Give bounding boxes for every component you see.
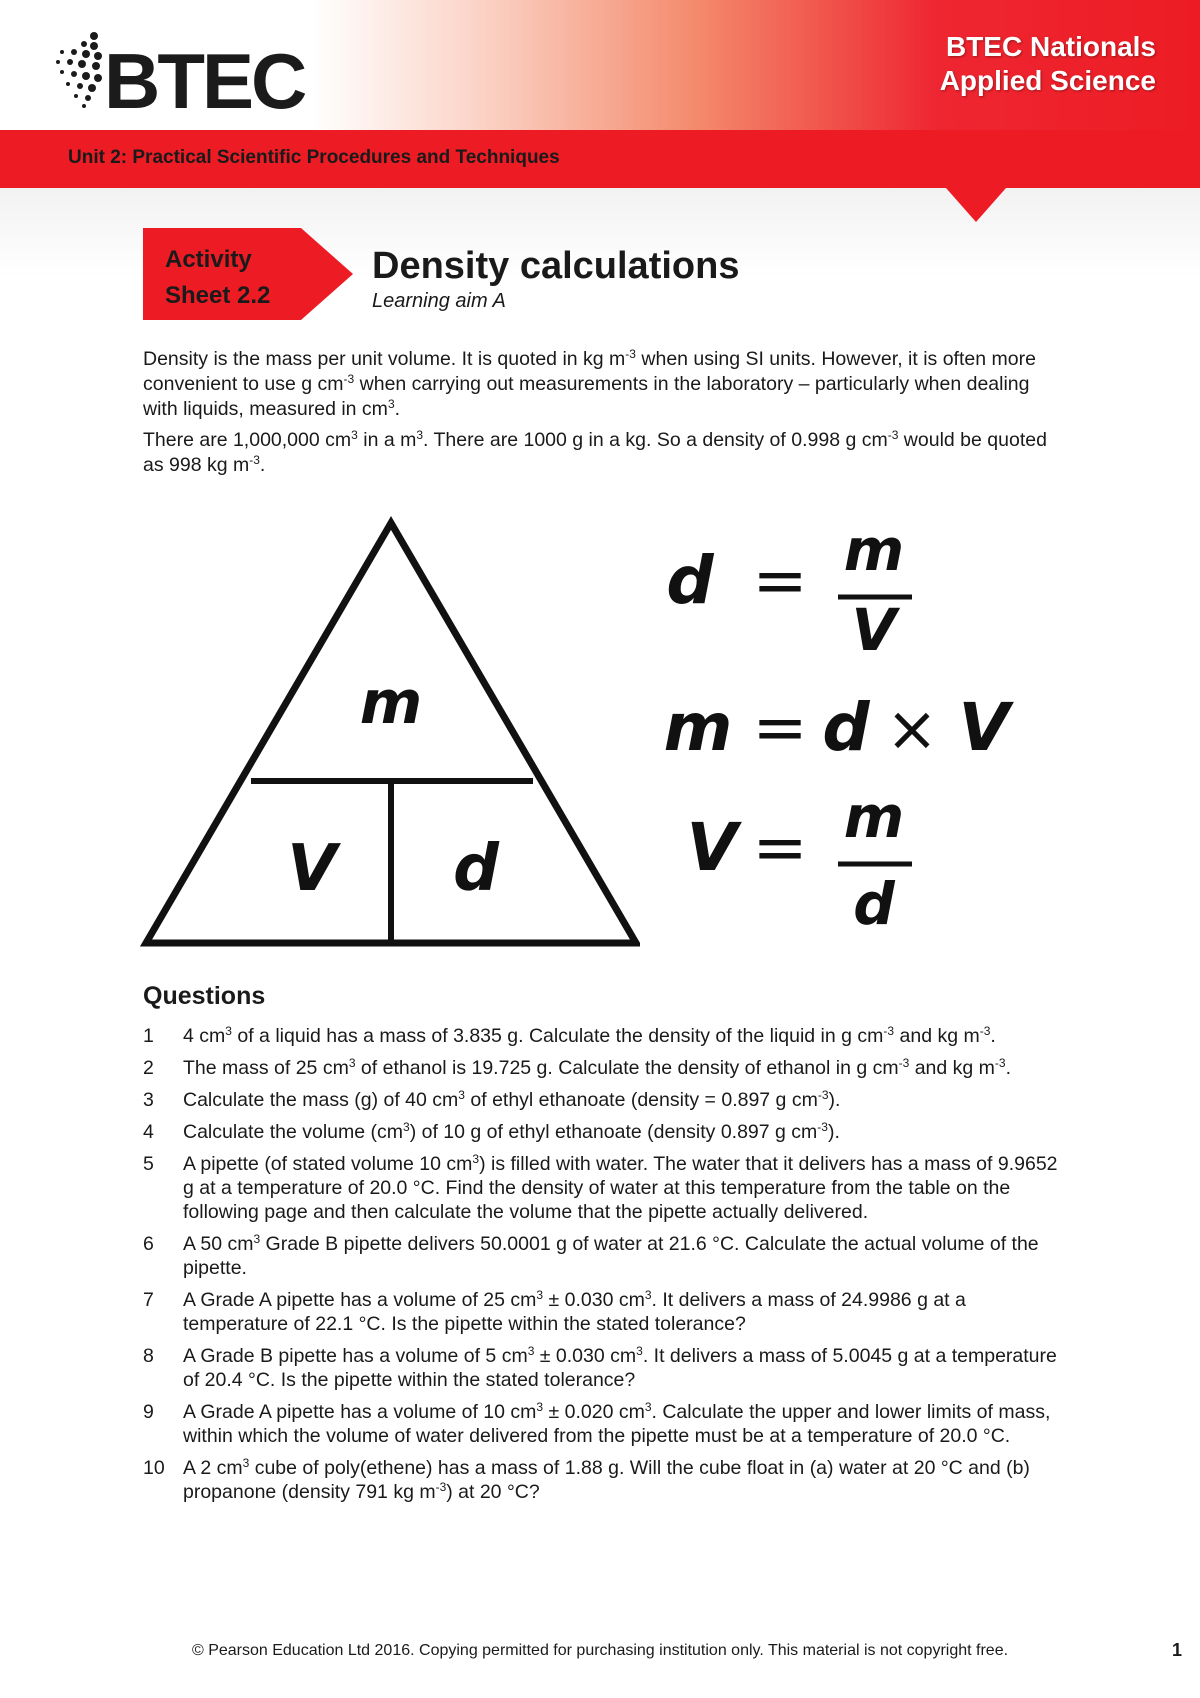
question-item [143, 1288, 1063, 1336]
eq2-equals: = [752, 689, 808, 766]
band-notch [946, 188, 1006, 222]
question-number: 5 [143, 1153, 154, 1175]
question-text: A pipette (of stated volume 10 $cm^3$) is filled with water. The water that it delivers has a mass of 9.9652 g at a temperature of 20.0 °C. Find the density of water at this temperature from the table on the following page and then calculate the volume that the pipette actually delivered. [183, 1152, 1058, 1223]
eq1-lhs: d [666, 542, 714, 619]
brand-line-1: BTEC Nationals [945, 31, 1156, 62]
eq2-volume: V [958, 689, 1010, 766]
question-text: A Grade A pipette has a volume of 25 $cm^3 \pm 0.030$ $cm^3$. It delivers a mass of 24.9986 g at a temperature of 22.1 °C. Is the pipette within the stated tolerance? [183, 1288, 966, 1335]
unit-title: Unit 2: Practical Scientific Procedures and Techniques [68, 147, 560, 168]
question-text: 4 $cm^3$ of a liquid has a mass of 3.835 g. Calculate the density of the liquid in g $cm^{-3}$ and kg $m^{-3}$. [183, 1024, 996, 1047]
question-text: Calculate the mass (g) of 40 $cm^3$ of ethyl ethanoate (density = 0.897 g $cm^{-3}$). [183, 1088, 841, 1111]
question-item [143, 1024, 1063, 1048]
density-triangle [140, 515, 640, 951]
question-number: 10 [143, 1457, 165, 1479]
triangle-volume: V [287, 832, 337, 906]
brand-title [940, 30, 1156, 98]
question-item [143, 1456, 1063, 1504]
activity-line-1: Activity [165, 246, 252, 273]
learning-aim: Learning aim A [372, 290, 506, 312]
intro-paragraph-2: There are 1,000,000 $cm^3$ in a $m^3$. There are 1000 g in a kg. So a density of 0.998 g $cm^{-3}$ would be quoted as 998 kg $m^{-3}$. [143, 428, 1047, 476]
intro-paragraph-1: Density is the mass per unit volume. It is quoted in kg $m^{-3}$ when using SI units. However, it is often more convenient to use g $cm^{-3}$ when carrying out measurements in the laboratory – particularly when dealing with liquids, measured in $cm^3$. [143, 347, 1036, 420]
question-text: A 50 $cm^3$ Grade B pipette delivers 50.0001 g of water at 21.6 °C. Calculate the actual volume of the pipette. [183, 1232, 1039, 1279]
question-number: 6 [143, 1233, 154, 1255]
question-item [143, 1120, 1063, 1144]
questions-heading: Questions [143, 982, 266, 1010]
question-item [143, 1232, 1063, 1280]
question-number: 2 [143, 1057, 154, 1079]
question-number: 1 [143, 1025, 154, 1047]
eq1-equals: = [752, 542, 808, 619]
page-number: 1 [1171, 1640, 1182, 1660]
activity-tab [143, 228, 353, 320]
question-item [143, 1088, 1063, 1112]
triangle-density: d [453, 832, 499, 906]
brand-line-2: Applied Science [939, 65, 1156, 96]
activity-line-2: Sheet 2.2 [165, 282, 271, 309]
question-number: 4 [143, 1121, 154, 1143]
eq3-lhs: V [686, 809, 738, 886]
question-item [143, 1400, 1063, 1448]
question-text: A 2 $cm^3$ cube of poly(ethene) has a mass of 1.88 g. Will the cube float in (a) water at 20 °C and (b) propanone (density 791 kg $m^{-3}$) at 20 °C? [183, 1456, 1030, 1503]
question-item [143, 1056, 1063, 1080]
logo-dots-icon [54, 30, 106, 112]
question-number: 7 [143, 1289, 154, 1311]
questions-list [143, 1024, 1063, 1512]
question-number: 3 [143, 1089, 154, 1111]
activity-label [165, 242, 270, 314]
eq3-denominator: d [853, 870, 895, 938]
page-title: Density calculations [372, 245, 740, 287]
question-text: Calculate the volume $(cm^3)$ of 10 g of ethyl ethanoate (density 0.897 g $cm^{-3}$). [183, 1120, 840, 1143]
unit-band [0, 130, 1200, 188]
question-item [143, 1152, 1063, 1224]
logo-wordmark: BTEC [104, 37, 305, 125]
eq3-numerator: m [843, 783, 905, 851]
eq2-times: × [886, 692, 938, 765]
intro-text [143, 347, 1063, 484]
question-item [143, 1344, 1063, 1392]
question-number: 8 [143, 1345, 154, 1367]
question-number: 9 [143, 1401, 154, 1423]
copyright-footer: © Pearson Education Ltd 2016. Copying permitted for purchasing institution only. This material is not copyright free. [191, 1642, 1009, 1659]
eq1-numerator: m [843, 530, 905, 584]
eq2-density: d [822, 689, 870, 766]
eq1-denominator: V [851, 596, 897, 664]
btec-logo [54, 30, 354, 125]
triangle-mass: m [359, 668, 423, 738]
density-equations [660, 530, 1040, 950]
question-text: A Grade A pipette has a volume of 10 $cm^3 \pm 0.020$ $cm^3$. Calculate the upper and lower limits of mass, within which the volume of water delivered from the pipette must be at a temperature of 20.0 °C. [183, 1400, 1051, 1447]
question-text: The mass of 25 $cm^3$ of ethanol is 19.725 g. Calculate the density of ethanol in g $cm^{-3}$ and kg $m^{-3}$. [183, 1056, 1012, 1079]
eq3-equals: = [752, 809, 808, 886]
question-text: A Grade B pipette has a volume of 5 $cm^3 \pm 0.030$ $cm^3$. It delivers a mass of 5.0045 g at a temperature of 20.4 °C. Is the pipette within the stated tolerance? [183, 1344, 1057, 1391]
eq2-mass: m [663, 689, 733, 766]
